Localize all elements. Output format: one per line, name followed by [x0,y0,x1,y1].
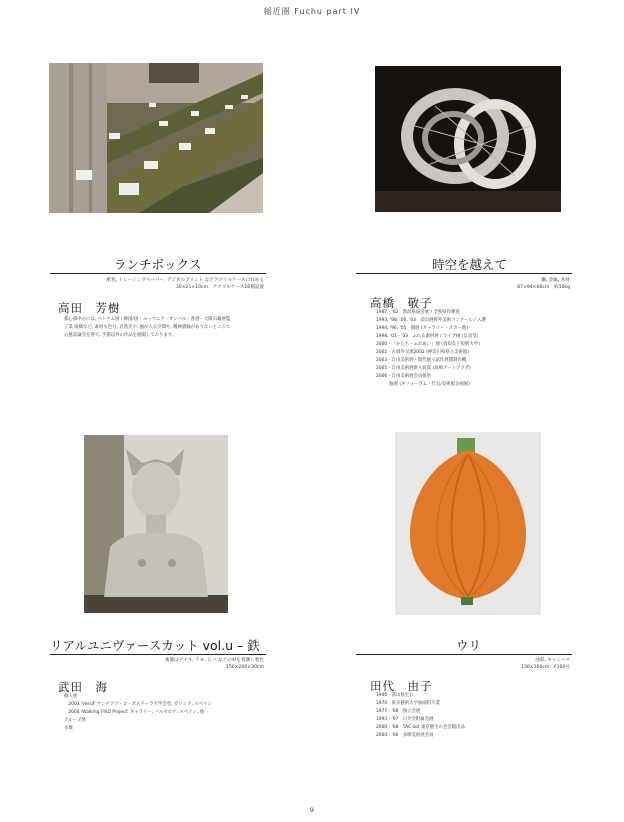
work-media: 鋼, 金属, 木材 87×94×66cm 約10kg [517,278,570,290]
work-media: 紙包, トレーシングペーパー, デジタルプリント などアクリルケースに収める 30×21×10cm アクリルケース16個設置 [106,278,264,290]
artist-name: 田代 由子 [370,679,433,693]
divider [356,273,572,274]
photo-lunchbox [49,63,263,213]
work-media: 油彩, キャンバス 130×160cm F100号 [521,658,570,670]
artist-bio: 1987 - '02 新潟県協会展 / 全県県作審査 1993, '98, '00, '03 渓山展野外美術コンクール / 入選 1994, '96, '05 個展 (ギャラリー・オカー他) 1998, '01 - '03 ふれる素材展 / ライブHI (自設堂) 2000 - 「かたち・ふれあい」展 (真知女子短期大学) 2002 - 古層外交流2002 (神奈川県県立美術館) 2003 - 自由美術展・現代展示試作展開制作機 2005 - 自由美術展新人賞賞 (高崎アートプラザ) 2006 - 自由美術展会員推挙 個展 (ギフォーラム・代官/美術館企画展) [376,310,486,387]
artist-name: 武田 海 [58,680,108,694]
artist-name: 高田 芳樹 [58,301,121,315]
page-number: 9 [309,806,315,814]
work-title: リアルユニヴァースカット vol.u – 鉄 [50,638,260,653]
work-title: ウリ [456,638,482,653]
artist-name: 高橋 敬子 [370,296,433,310]
work-title: 時空を越えて [432,257,508,272]
divider [356,654,572,655]
photo-gourd-painting [395,432,541,615]
artist-bio: 個人展 2003 'Versif' サンチアゴ・ロ・ポステーラ大学会堂, ガリシア, スペイン 2004 'Walking FISD Project' ギャラリー, バルセロナ, スペイン, 他 グループ展 多数 [64,694,212,731]
photo-sculpture-rings [375,66,561,212]
artist-bio: 1946 富山県生れ 1970 東京藝術大学油画科卒業 1977 - '08 独立会展 1993 - '97 日介会附属会展 2000 - '08 TAC oot 東京藝生の会会館出品 2004 - '06 多摩美術展会員 [376,693,465,738]
work-media: 素儀はテナキ, テモ, ヒバ などの材を着側し着色 150×200×30cm [164,658,264,670]
divider [50,654,266,655]
artist-bio: 都心部中心には, ベトナム国・韓国/国・ルーマニア・オンパル・香港・大阪石蔵展覧 工業 染織など, 素材も色分, 自然光や, 風が入る空間や, 精神描線がありないところで 心風景論会を得て, 手描以外の作品を展開しております。 [64,317,231,338]
photo-bust [84,435,228,613]
work-title: ランチボックス [114,257,202,272]
page-header: 稲近圏 Fuchu part IV [263,7,361,16]
divider [50,273,266,274]
